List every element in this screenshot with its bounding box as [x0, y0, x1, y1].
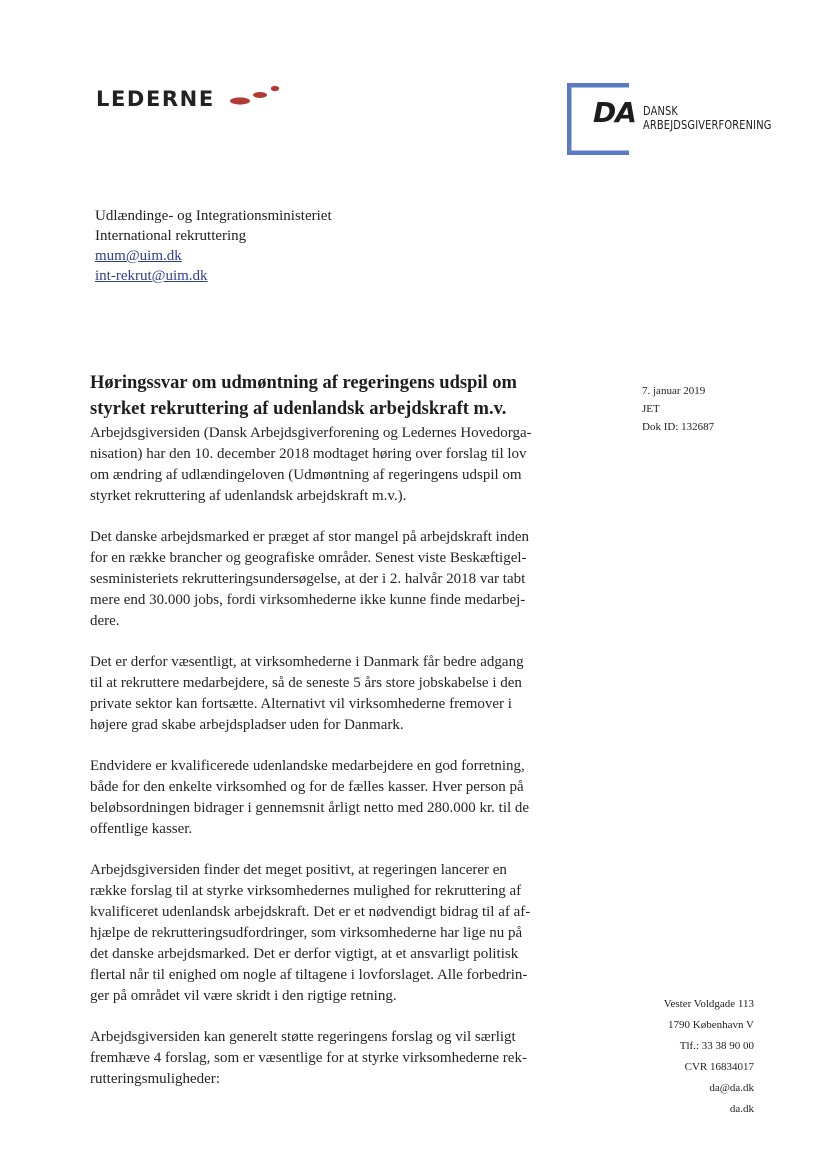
paragraph-line: for en række brancher og geografiske områder. Senest viste Beskæftigel-	[90, 550, 527, 566]
address-website[interactable]: da.dk	[729, 1103, 754, 1115]
paragraph-line: rutteringsmuligheder:	[90, 1071, 220, 1087]
recipient-block	[95, 206, 332, 286]
paragraph-line: det danske arbejdsmarked. Det er derfor vigtigt, at et ansvarligt politisk	[90, 946, 519, 962]
paragraph-line: Det danske arbejdsmarked er præget af stor mangel på arbejdskraft inden	[90, 529, 529, 545]
ledere-dots-icon	[230, 84, 290, 114]
da-logo	[567, 83, 797, 155]
body-paragraph	[90, 652, 568, 736]
paragraph-line: række forslag til at styrke virksomhedernes mulighed for rekruttering af	[90, 883, 522, 899]
body-paragraph	[90, 860, 568, 1007]
paragraph-line: mere end 30.000 jobs, fordi virksomhederne ikke kunne finde medarbej-	[90, 592, 526, 608]
document-id: Dok ID: 132687	[642, 421, 715, 433]
ledere-logo	[96, 84, 296, 114]
recipient-ministry: Udlændinge- og Integrationsministeriet	[95, 208, 332, 224]
paragraph-line: styrket rekruttering af udenlandsk arbejdskraft m.v.).	[90, 488, 407, 504]
paragraph-line: Arbejdsgiversiden finder det meget positivt, at regeringen lancerer en	[90, 862, 507, 878]
paragraph-line: om ændring af udlændingeloven (Udmøntning af regeringens udspil om	[90, 467, 522, 483]
body-paragraph	[90, 756, 568, 840]
paragraph-line: Endvidere er kvalificerede udenlandske medarbejdere en god forretning,	[90, 758, 525, 774]
paragraph-line: beløbsordningen bidrager i gennemsnit årligt netto med 280.000 kr. til de	[90, 800, 530, 816]
paragraph-line: private sektor kan fortsætte. Alternativt vil virksomhederne fremover i	[90, 696, 512, 712]
document-initials: JET	[642, 403, 660, 415]
title-line: Høringssvar om udmøntning af regeringens udspil om	[90, 373, 517, 393]
paragraph-line: Arbejdsgiversiden (Dansk Arbejdsgiverforening og Ledernes Hovedorga-	[90, 425, 532, 441]
paragraph-line: Arbejdsgiversiden kan generelt støtte regeringens forslag og vil særligt	[90, 1029, 516, 1045]
document-date: 7. januar 2019	[642, 385, 706, 397]
paragraph-line: kvalificeret udenlandsk arbejdskraft. Det er et nødvendigt bidrag til af af-	[90, 904, 531, 920]
paragraph-line: til at rekruttere medarbejdere, så de seneste 5 års store jobskabelse i den	[90, 675, 522, 691]
body-paragraph	[90, 423, 568, 507]
paragraph-line: flertal når til enighed om nogle af tiltagene i lovforslaget. Alle forbedrin-	[90, 967, 528, 983]
paragraph-line: både for den enkelte virksomhed og for de fælles kasser. Hver person på	[90, 779, 524, 795]
paragraph-line: offentlige kasser.	[90, 821, 193, 837]
da-name-line2: ARBEJDSGIVERFORENING	[643, 118, 772, 132]
document-meta	[642, 382, 714, 436]
recipient-department: International rekruttering	[95, 228, 247, 244]
paragraph-line: hjælpe de rekrutteringsudfordringer, som virksomhederne har lige nu på	[90, 925, 523, 941]
body-paragraph	[90, 527, 568, 632]
paragraph-line: sesministeriets rekrutteringsundersøgelse, at der i 2. halvår 2018 var tabt	[90, 571, 526, 587]
da-mark: DA	[593, 96, 636, 129]
address-city: 1790 København V	[668, 1019, 754, 1031]
letter-title	[90, 370, 568, 422]
letter-body	[90, 370, 568, 1110]
ledere-wordmark: LEDERNE	[96, 87, 215, 111]
address-email[interactable]: da@da.dk	[709, 1082, 754, 1094]
paragraph-line: højere grad skabe arbejdspladser uden for Danmark.	[90, 717, 404, 733]
da-name-line1: DANSK	[643, 104, 679, 118]
paragraph-line: dere.	[90, 613, 120, 629]
paragraph-line: ger på området vil være skridt i den rigtige retning.	[90, 988, 397, 1004]
paragraph-line: Det er derfor væsentligt, at virksomhederne i Danmark får bedre adgang	[90, 654, 524, 670]
sender-address	[664, 994, 754, 1120]
paragraph-line: fremhæve 4 forslag, som er væsentlige for at styrke virksomhederne rek-	[90, 1050, 527, 1066]
title-line: styrket rekruttering af udenlandsk arbejdskraft m.v.	[90, 399, 507, 419]
recipient-email-link-1[interactable]: mum@uim.dk	[95, 248, 182, 264]
da-organization-name	[643, 104, 772, 132]
address-cvr: CVR 16834017	[684, 1061, 754, 1073]
address-phone: Tlf.: 33 38 90 00	[679, 1040, 754, 1052]
recipient-email-link-2[interactable]: int-rekrut@uim.dk	[95, 268, 208, 284]
address-street: Vester Voldgade 113	[663, 998, 754, 1010]
body-paragraph	[90, 1027, 568, 1090]
paragraph-line: nisation) har den 10. december 2018 modtaget høring over forslag til lov	[90, 446, 527, 462]
paragraphs	[90, 423, 568, 1090]
